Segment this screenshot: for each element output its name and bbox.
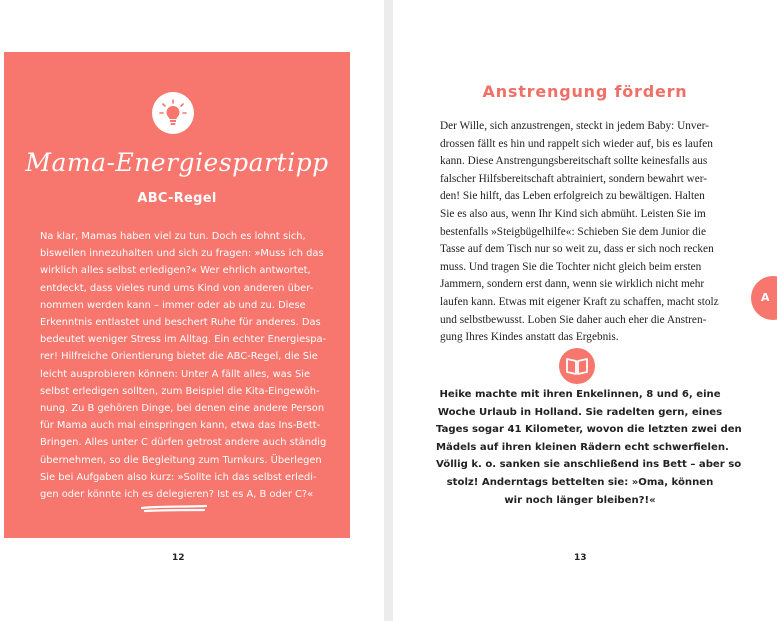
body-line: bestenfalls »Steigbügelhilfe«: Schieben Sie dem Junior die xyxy=(440,225,707,238)
tip-line: selbst erledigen sollten, zum Beispiel die Kita-Eingewöh- xyxy=(40,385,320,397)
body-line: Der Wille, sich anzustrengen, steckt in jedem Baby: Unver- xyxy=(440,120,709,132)
story-line: Völlig k. o. sanken sie anschließend ins Bett – aber so xyxy=(436,459,742,471)
tip-line: Na klar, Mamas haben viel zu tun. Doch es lohnt sich, xyxy=(40,231,306,242)
tip-line: nommen werden kann – immer oder ab und zu. Diese xyxy=(40,299,306,311)
body-line: Jammern, sondern erst dann, wenn sie wirklich nicht mehr xyxy=(440,278,705,291)
brush-stroke-divider xyxy=(140,503,210,515)
body-line: falscher Hilfsbereitschaft abtrainiert, sondern bewahrt wer- xyxy=(440,172,708,185)
story-line: Mädels auf ihren kleinen Rädern echt schwerfielen. xyxy=(436,441,729,453)
page-number-right: 13 xyxy=(574,553,587,563)
body-line: den! Sie hilft, das Leben erfolgreich zu bewältigen. Halten xyxy=(440,190,705,203)
lightbulb-icon xyxy=(152,92,194,134)
tip-line: bisweilen innezuhalten und sich zu fragen: »Muss ich das xyxy=(40,248,324,260)
tip-title: Mama-Energiespartipp xyxy=(25,148,329,177)
tip-text xyxy=(40,228,327,503)
body-line: und selbstbewusst. Loben Sie daher auch eher die Anstren- xyxy=(440,313,707,326)
story-line: stolz! Anderntags bettelten sie: »Oma, können xyxy=(446,476,714,488)
tip-line: für Mama auch mal einspringen kann, etwa das Ins-Bett- xyxy=(40,420,321,432)
tip-line: wirklich alles selbst erledigen?« Wer ehrlich antwortet, xyxy=(40,265,311,277)
chapter-tab-label: A xyxy=(761,291,770,304)
tip-line: rer! Hilfreiche Orientierung bietet die ABC-Regel, die Sie xyxy=(40,351,318,363)
body-line: gung Ihres Kindes anstatt das Ergebnis. xyxy=(440,331,619,344)
body-line: laufen kann. Etwas mit eigener Kraft zu schaffen, macht stolz xyxy=(440,295,719,308)
tip-line: nung. Zu B gehören Dinge, bei denen eine andere Person xyxy=(40,403,325,415)
story-line: Woche Urlaub in Holland. Sie radelten gern, eines xyxy=(437,406,723,418)
story-line: wir noch länger bleiben?!« xyxy=(504,494,656,506)
tip-subtitle: ABC-Regel xyxy=(137,191,217,206)
tip-line: Erkenntnis entlastet und beschert Ruhe für anderes. Das xyxy=(40,317,321,329)
story-text xyxy=(436,386,742,509)
body-line: kann. Diese Anstrengungsbereitschaft sollte keinesfalls aus xyxy=(440,155,708,168)
page-number-left: 12 xyxy=(172,553,185,563)
tip-line: bedeutet weniger Stress im Alltag. Ein echter Energiespa- xyxy=(40,334,327,346)
tip-line: leicht ausprobieren können: Unter A fällt alles, was Sie xyxy=(40,368,311,380)
body-line: drossen fällt es hin und rappelt sich wieder auf, bis es laufen xyxy=(440,137,713,150)
tip-line: entdeckt, dass vieles rund ums Kind von anderen über- xyxy=(40,282,314,294)
tip-line: Sie bei Aufgaben also kurz: »Sollte ich das selbst erledi- xyxy=(40,471,317,483)
body-line: Sie es also aus, wenn Ihr Kind sich abmüht. Leisten Sie im xyxy=(440,207,706,220)
section-heading: Anstrengung fördern xyxy=(482,82,688,101)
body-line: Tasse auf dem Tisch nur so weit zu, dass er sich noch recken xyxy=(440,243,714,256)
tip-line: gen oder könnte ich es delegieren? Ist es A, B oder C?« xyxy=(40,489,314,501)
story-line: Heike machte mit ihren Enkelinnen, 8 und 6, eine xyxy=(439,389,721,400)
story-line: Tages sogar 41 Kilometer, wovon die letzten zwei den xyxy=(436,424,742,436)
body-line: muss. Und tragen Sie die Tochter nicht gleich beim ersten xyxy=(440,260,702,273)
tip-line: übernehmen, so die Begleitung zum Turnkurs. Überlegen xyxy=(40,454,322,466)
body-text xyxy=(440,118,720,347)
open-book-icon xyxy=(559,348,595,384)
tip-line: Bringen. Alles unter C dürfen getrost andere auch ständig xyxy=(40,437,327,449)
